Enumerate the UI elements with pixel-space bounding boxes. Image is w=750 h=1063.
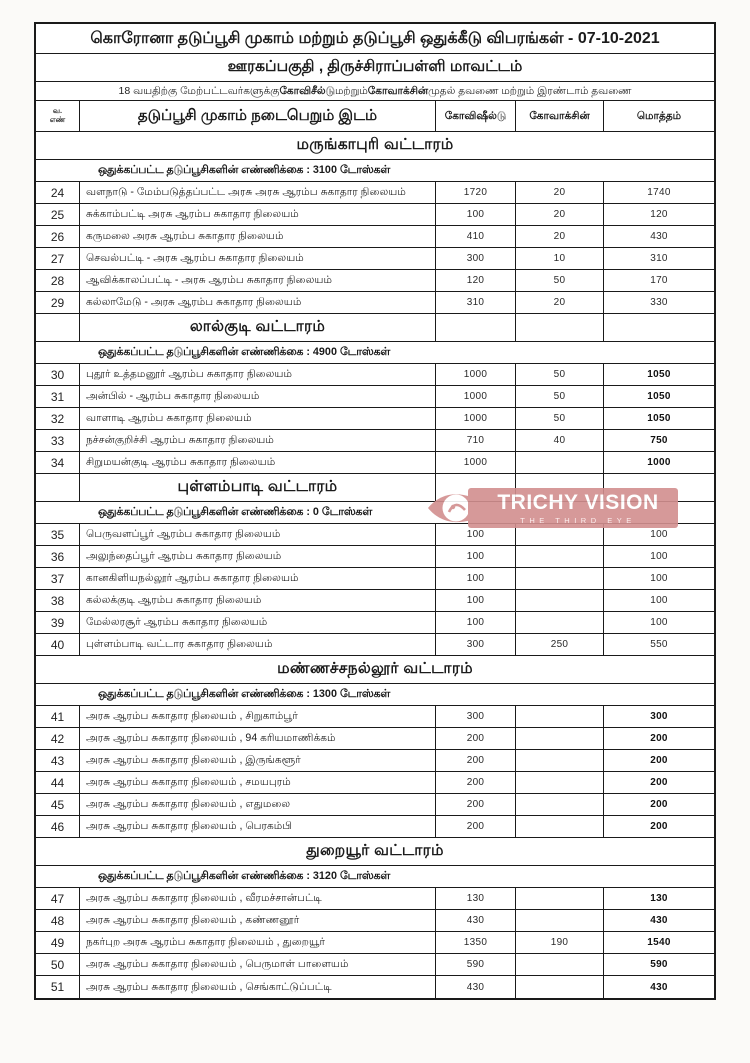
header-covishield: கோவிஷீல்டு <box>436 101 516 131</box>
document-title <box>36 24 714 54</box>
row-camp-location: பெருவளப்பூர் ஆரம்ப சுகாதார நிலையம் <box>80 524 436 545</box>
row-covishield-count: 1000 <box>436 408 516 429</box>
row-total-count: 1540 <box>647 937 671 948</box>
section-serial-cell <box>36 474 80 501</box>
row-serial-number: 31 <box>36 386 80 407</box>
row-camp-location: நச்சன்குறிச்சி ஆரம்ப சுகாதார நிலையம் <box>80 430 436 451</box>
row-total-count: 430 <box>650 915 668 926</box>
row-covaxin-count: 50 <box>516 408 604 429</box>
row-serial-number: 26 <box>36 226 80 247</box>
document-subtitle <box>36 54 714 82</box>
row-covishield-count: 430 <box>436 976 516 998</box>
table-row <box>36 612 714 634</box>
row-serial-number: 39 <box>36 612 80 633</box>
watermark-title: TRICHY VISION <box>497 490 659 514</box>
table-row <box>36 706 714 728</box>
table-row <box>36 292 714 314</box>
row-covishield-count: 130 <box>436 888 516 909</box>
row-covaxin-count <box>516 954 604 975</box>
row-covishield-count: 200 <box>436 816 516 837</box>
row-covishield-count: 100 <box>436 204 516 225</box>
watermark-tagline: THE THIRD EYE <box>520 515 636 525</box>
note-prefix: 18 வயதிற்கு மேற்பட்டவர்களுக்கு <box>118 84 280 97</box>
table-row <box>36 910 714 932</box>
table-row <box>36 750 714 772</box>
row-total-count: 130 <box>650 893 668 904</box>
row-covaxin-count <box>516 910 604 931</box>
row-covaxin-count: 40 <box>516 430 604 451</box>
row-total-count: 200 <box>650 821 668 832</box>
row-covaxin-count <box>516 772 604 793</box>
note-vaccine-covishield: கோவிசீல்டு <box>279 84 335 97</box>
table-header-row <box>36 101 714 132</box>
row-serial-number: 43 <box>36 750 80 771</box>
section-covishield-cell <box>436 474 516 501</box>
header-camp-location: தடுப்பூசி முகாம் நடைபெறும் இடம் <box>80 101 436 131</box>
document-subtitle-text: ஊரகப்பகுதி , திருச்சிராப்பள்ளி மாவட்டம் <box>227 58 523 75</box>
allocation-text: ஒதுக்கப்பட்ட தடுப்பூசிகளின் எண்ணிக்கை : 4900 டோஸ்கள் <box>98 345 391 358</box>
row-total-count: 100 <box>650 595 668 606</box>
row-camp-location: வாளாடி ஆரம்ப சுகாதார நிலையம் <box>80 408 436 429</box>
section-header <box>36 838 714 866</box>
row-covaxin-count <box>516 794 604 815</box>
allocation-row <box>36 866 714 888</box>
section-covaxin-cell <box>516 314 604 341</box>
row-camp-location: அன்பில் - ஆரம்ப சுகாதார நிலையம் <box>80 386 436 407</box>
row-covaxin-count: 250 <box>516 634 604 655</box>
section-title: துறையூர் வட்டாரம் <box>306 842 444 859</box>
row-covishield-count: 200 <box>436 794 516 815</box>
row-total-count: 550 <box>650 639 668 650</box>
row-covishield-count: 100 <box>436 524 516 545</box>
section-title: மருங்காபுரி வட்டாரம் <box>296 136 454 153</box>
row-camp-location: அரசு ஆரம்ப சுகாதார நிலையம் , சிறுகாம்பூர் <box>80 706 436 727</box>
table-row <box>36 954 714 976</box>
table-row <box>36 568 714 590</box>
allocation-text: ஒதுக்கப்பட்ட தடுப்பூசிகளின் எண்ணிக்கை : 3120 டோஸ்கள் <box>98 869 391 882</box>
section-header <box>36 314 714 342</box>
section-serial-cell <box>36 314 80 341</box>
row-total-count: 120 <box>650 209 668 220</box>
row-covaxin-count: 190 <box>516 932 604 953</box>
row-covaxin-count: 50 <box>516 364 604 385</box>
table-row <box>36 226 714 248</box>
row-serial-number: 50 <box>36 954 80 975</box>
table-row <box>36 364 714 386</box>
document-title-text: கொரோனா தடுப்பூசி முகாம் மற்றும் தடுப்பூசி ஒதுக்கீடு விபரங்கள் - 07-10-2021 <box>90 29 660 47</box>
table-row <box>36 816 714 838</box>
row-covishield-count: 100 <box>436 612 516 633</box>
section-covishield-cell <box>436 314 516 341</box>
note-vaccine-covaxin: கோவாக்சின் <box>367 84 429 97</box>
row-total-count: 430 <box>650 231 668 242</box>
table-row <box>36 932 714 954</box>
table-row <box>36 204 714 226</box>
row-serial-number: 49 <box>36 932 80 953</box>
row-covaxin-count: 20 <box>516 182 604 203</box>
row-camp-location: கானகிளியநல்லூர் ஆரம்ப சுகாதார நிலையம் <box>80 568 436 589</box>
allocation-text: ஒதுக்கப்பட்ட தடுப்பூசிகளின் எண்ணிக்கை : 0 டோஸ்கள் <box>98 505 373 518</box>
row-serial-number: 25 <box>36 204 80 225</box>
row-total-count: 1000 <box>647 457 671 468</box>
row-serial-number: 29 <box>36 292 80 313</box>
row-total-count: 200 <box>650 799 668 810</box>
table-body <box>36 132 714 998</box>
row-covishield-count: 200 <box>436 728 516 749</box>
row-total-count: 200 <box>650 777 668 788</box>
header-serial-number <box>36 101 80 131</box>
row-total-count: 100 <box>650 529 668 540</box>
row-serial-number: 42 <box>36 728 80 749</box>
row-serial-number: 24 <box>36 182 80 203</box>
row-covaxin-count <box>516 452 604 473</box>
row-covishield-count: 590 <box>436 954 516 975</box>
row-covishield-count: 120 <box>436 270 516 291</box>
row-camp-location: செவல்பட்டி - அரசு ஆரம்ப சுகாதார நிலையம் <box>80 248 436 269</box>
allocation-text: ஒதுக்கப்பட்ட தடுப்பூசிகளின் எண்ணிக்கை : 3100 டோஸ்கள் <box>98 163 391 176</box>
row-total-count: 430 <box>650 981 668 993</box>
section-title: மண்ணச்சநல்லூர் வட்டாரம் <box>277 660 473 677</box>
table-row <box>36 794 714 816</box>
row-serial-number: 37 <box>36 568 80 589</box>
row-serial-number: 36 <box>36 546 80 567</box>
row-covaxin-count <box>516 524 604 545</box>
row-serial-number: 40 <box>36 634 80 655</box>
row-covaxin-count <box>516 750 604 771</box>
row-camp-location: வளநாடு - மேம்படுத்தப்பட்ட அரசு அரசு ஆரம்ப சுகாதார நிலையம் <box>80 182 436 203</box>
section-header <box>36 132 714 160</box>
row-total-count: 200 <box>650 733 668 744</box>
row-total-count: 1050 <box>647 391 671 402</box>
row-covishield-count: 300 <box>436 706 516 727</box>
row-camp-location: கல்லாமேடு - அரசு ஆரம்ப சுகாதார நிலையம் <box>80 292 436 313</box>
row-covishield-count: 1000 <box>436 452 516 473</box>
row-covaxin-count: 50 <box>516 270 604 291</box>
row-serial-number: 46 <box>36 816 80 837</box>
row-serial-number: 34 <box>36 452 80 473</box>
allocation-row <box>36 684 714 706</box>
row-covishield-count: 710 <box>436 430 516 451</box>
allocation-text: ஒதுக்கப்பட்ட தடுப்பூசிகளின் எண்ணிக்கை : 1300 டோஸ்கள் <box>98 687 391 700</box>
table-row <box>36 888 714 910</box>
row-covishield-count: 100 <box>436 590 516 611</box>
row-camp-location: அரசு ஆரம்ப சுகாதார நிலையம் , இருங்களூர் <box>80 750 436 771</box>
row-serial-number: 27 <box>36 248 80 269</box>
table-row <box>36 590 714 612</box>
row-camp-location: அரசு ஆரம்ப சுகாதார நிலையம் , 94 கரியமாணிக்கம் <box>80 728 436 749</box>
row-camp-location: கல்லக்குடி ஆரம்ப சுகாதார நிலையம் <box>80 590 436 611</box>
row-covishield-count: 300 <box>436 634 516 655</box>
row-covishield-count: 1000 <box>436 386 516 407</box>
row-camp-location: சுக்காம்பட்டி அரசு ஆரம்ப சுகாதார நிலையம் <box>80 204 436 225</box>
row-serial-number: 30 <box>36 364 80 385</box>
row-covaxin-count <box>516 728 604 749</box>
row-total-count: 590 <box>650 959 668 970</box>
row-covaxin-count <box>516 706 604 727</box>
row-camp-location: புள்ளம்பாடி வட்டார சுகாதார நிலையம் <box>80 634 436 655</box>
row-serial-number: 45 <box>36 794 80 815</box>
table-row <box>36 728 714 750</box>
table-row <box>36 976 714 998</box>
note-middle: மற்றும் <box>334 84 368 97</box>
section-total-cell <box>604 474 714 501</box>
allocation-row <box>36 502 714 524</box>
table-row <box>36 408 714 430</box>
row-total-count: 170 <box>650 275 668 286</box>
table-row <box>36 634 714 656</box>
section-title: புள்ளம்பாடி வட்டாரம் <box>80 474 436 501</box>
row-covaxin-count: 10 <box>516 248 604 269</box>
row-covishield-count: 300 <box>436 248 516 269</box>
section-header <box>36 656 714 684</box>
row-camp-location: புதூர் உத்தமனூர் ஆரம்ப சுகாதார நிலையம் <box>80 364 436 385</box>
row-covishield-count: 200 <box>436 750 516 771</box>
row-camp-location: அரசு ஆரம்ப சுகாதார நிலையம் , செங்காட்டுப்பட்டி <box>80 976 436 998</box>
row-serial-number: 51 <box>36 976 80 998</box>
row-covaxin-count <box>516 612 604 633</box>
row-serial-number: 28 <box>36 270 80 291</box>
row-total-count: 750 <box>650 435 668 446</box>
row-covaxin-count <box>516 590 604 611</box>
row-serial-number: 33 <box>36 430 80 451</box>
row-covaxin-count <box>516 976 604 998</box>
eligibility-note <box>36 82 714 101</box>
row-serial-number: 32 <box>36 408 80 429</box>
table-row <box>36 430 714 452</box>
vaccination-schedule-document <box>34 22 716 1000</box>
row-covishield-count: 1720 <box>436 182 516 203</box>
table-row <box>36 182 714 204</box>
header-serial-top: வ. <box>52 106 63 116</box>
table-row <box>36 546 714 568</box>
row-camp-location: ஆவிக்காலப்பட்டி - அரசு ஆரம்ப சுகாதார நிலையம் <box>80 270 436 291</box>
section-covaxin-cell <box>516 474 604 501</box>
section-header <box>36 474 714 502</box>
row-covishield-count: 1350 <box>436 932 516 953</box>
row-camp-location: கருமலை அரசு ஆரம்ப சுகாதார நிலையம் <box>80 226 436 247</box>
row-camp-location: அலுந்தைப்பூர் ஆரம்ப சுகாதார நிலையம் <box>80 546 436 567</box>
row-total-count: 200 <box>650 755 668 766</box>
row-serial-number: 47 <box>36 888 80 909</box>
row-total-count: 1740 <box>647 187 671 198</box>
row-total-count: 330 <box>650 297 668 308</box>
row-camp-location: நகர்புற அரசு ஆரம்ப சுகாதார நிலையம் , துறையூர் <box>80 932 436 953</box>
row-serial-number: 41 <box>36 706 80 727</box>
row-serial-number: 48 <box>36 910 80 931</box>
row-covaxin-count: 20 <box>516 226 604 247</box>
header-covaxin: கோவாக்சின் <box>516 101 604 131</box>
row-covishield-count: 200 <box>436 772 516 793</box>
row-total-count: 1050 <box>647 413 671 424</box>
row-serial-number: 44 <box>36 772 80 793</box>
table-row <box>36 248 714 270</box>
table-row <box>36 452 714 474</box>
section-title: லால்குடி வட்டாரம் <box>80 314 436 341</box>
row-covishield-count: 1000 <box>436 364 516 385</box>
header-total: மொத்தம் <box>636 109 682 122</box>
row-covishield-count: 100 <box>436 546 516 567</box>
row-covaxin-count: 20 <box>516 204 604 225</box>
row-total-count: 100 <box>650 573 668 584</box>
row-covishield-count: 430 <box>436 910 516 931</box>
row-total-count: 100 <box>650 617 668 628</box>
table-row <box>36 524 714 546</box>
table-row <box>36 772 714 794</box>
note-suffix: முதல் தவணை மற்றும் இரண்டாம் தவணை <box>428 84 632 97</box>
row-total-count: 310 <box>650 253 668 264</box>
row-camp-location: சிறுமயன்குடி ஆரம்ப சுகாதார நிலையம் <box>80 452 436 473</box>
row-covishield-count: 410 <box>436 226 516 247</box>
row-covishield-count: 310 <box>436 292 516 313</box>
row-camp-location: அரசு ஆரம்ப சுகாதார நிலையம் , வீரமச்சான்பட்டி <box>80 888 436 909</box>
header-serial-bottom: எண் <box>49 115 66 124</box>
row-total-count: 100 <box>650 551 668 562</box>
row-total-count: 1050 <box>647 369 671 380</box>
table-row <box>36 386 714 408</box>
row-covaxin-count <box>516 816 604 837</box>
row-covaxin-count: 50 <box>516 386 604 407</box>
row-total-count: 300 <box>650 711 668 722</box>
row-camp-location: அரசு ஆரம்ப சுகாதார நிலையம் , எதுமலை <box>80 794 436 815</box>
allocation-row <box>36 342 714 364</box>
row-covaxin-count <box>516 888 604 909</box>
row-camp-location: அரசு ஆரம்ப சுகாதார நிலையம் , பெருமாள் பாளையம் <box>80 954 436 975</box>
row-covaxin-count <box>516 546 604 567</box>
row-camp-location: அரசு ஆரம்ப சுகாதார நிலையம் , சமயபுரம் <box>80 772 436 793</box>
row-camp-location: மேல்லரசூர் ஆரம்ப சுகாதார நிலையம் <box>80 612 436 633</box>
allocation-row <box>36 160 714 182</box>
row-covaxin-count <box>516 568 604 589</box>
row-covaxin-count: 20 <box>516 292 604 313</box>
row-camp-location: அரசு ஆரம்ப சுகாதார நிலையம் , கண்ணனூர் <box>80 910 436 931</box>
table-row <box>36 270 714 292</box>
row-serial-number: 38 <box>36 590 80 611</box>
section-total-cell <box>604 314 714 341</box>
row-serial-number: 35 <box>36 524 80 545</box>
row-camp-location: அரசு ஆரம்ப சுகாதார நிலையம் , பெரகம்பி <box>80 816 436 837</box>
row-covishield-count: 100 <box>436 568 516 589</box>
